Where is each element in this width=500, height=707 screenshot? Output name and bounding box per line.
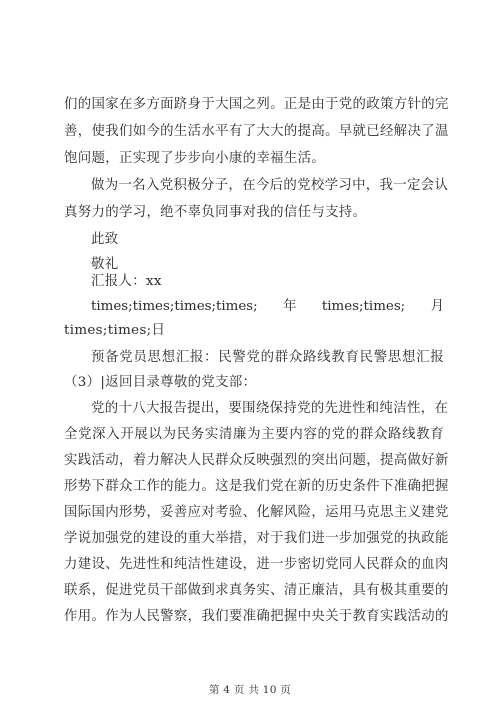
closing-salutation: 此致 (91, 232, 119, 247)
date-placeholder-month-value: times;times; (321, 299, 406, 314)
paragraph-line: 真努力的学习，绝不辜负同事对我的信任与支持。 (64, 205, 367, 220)
paragraph-line: 们的国家在多方面跻身于大国之列。正是由于党的政策方针的完 (64, 97, 449, 112)
paragraph-line: 党的十八大报告提出，要围绕保持党的先进性和纯洁性，在 (91, 401, 449, 416)
section-heading-line: （3）|返回目录尊敬的党支部： (64, 375, 257, 390)
date-month-label: 月 (430, 299, 444, 314)
page-number-footer: 第 4 页 共 10 页 (208, 684, 292, 696)
paragraph-line: 力建设、先进性和纯洁性建设，进一步密切党同人民群众的血肉 (64, 557, 449, 572)
paragraph-line: 形势下群众工作的能力。这是我们党在新的历史条件下准确把握 (64, 479, 449, 494)
paragraph-line: 作用。作为人民警察，我们要准确把握中央关于教育实践活动的 (64, 609, 449, 624)
paragraph-line: 学说加强党的建设的重大举措，对于我们进一步加强党的执政能 (64, 531, 449, 546)
date-line-continuation: times;times;日 (64, 323, 166, 338)
paragraph-line: 善，使我们如今的生活水平有了大大的提高。早就已经解决了温 (64, 124, 449, 139)
closing-regards: 敬礼 (91, 257, 119, 272)
date-line (91, 298, 444, 316)
section-heading-line: 预备党员思想汇报：民警党的群众路线教育民警思想汇报 (91, 350, 444, 365)
paragraph-line: 全党深入开展以为民务实清廉为主要内容的党的群众路线教育 (64, 427, 444, 442)
reporter-name: 汇报人：xx (91, 274, 162, 289)
paragraph-line: 实践活动，着力解决人民群众反映强烈的突出问题，提高做好新 (64, 453, 449, 468)
date-year-label: 年 (283, 299, 297, 314)
paragraph-line: 做为一名入党积极分子，在今后的党校学习中，我一定会认 (91, 178, 449, 193)
paragraph-line: 饱问题，正实现了步步向小康的幸福生活。 (64, 151, 326, 166)
date-placeholder-year-value: times;times;times;times; (91, 299, 258, 314)
paragraph-line: 联系，促进党员干部做到求真务实、清正廉洁，具有极其重要的 (64, 583, 449, 598)
paragraph-line: 国际国内形势，妥善应对考验、化解风险，运用马克思主义建党 (64, 505, 449, 520)
